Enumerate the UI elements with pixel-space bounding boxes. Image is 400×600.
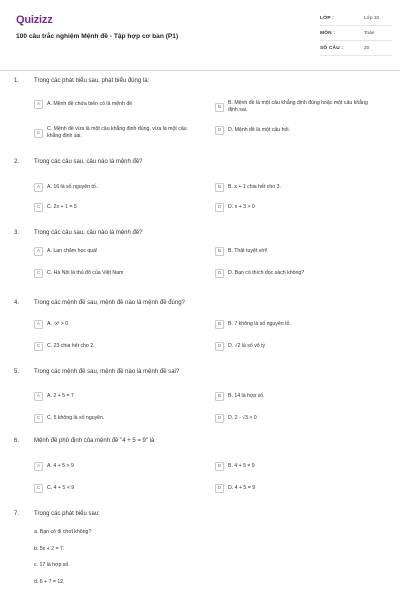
option-text: C. Mệnh đề vừa là một câu khẳng định đúng, vừa là một câu khẳng định sai. (47, 126, 187, 139)
answer-option-b[interactable] (215, 183, 378, 192)
option-text: A. Mệnh đề chứa biến có là mệnh đề (47, 101, 133, 107)
meta-info (320, 11, 392, 56)
meta-key: MÔN : (320, 30, 336, 36)
answer-option-a[interactable] (34, 100, 197, 109)
option-letter-box: D (215, 342, 224, 351)
option-letter-box: D (215, 414, 224, 423)
option-letter-box: C (34, 484, 43, 493)
option-text: B. Thật tuyệt vời! (228, 248, 268, 254)
document-header (0, 0, 400, 68)
page-title: 100 câu trắc nghiệm Mệnh đề - Tập hợp cơ bản (P1) (16, 33, 179, 40)
question-text: Trong các mệnh đề sau, mệnh đề nào là mệnh đề đúng? (34, 300, 185, 306)
option-text: D. √2 là số vô tỷ (228, 343, 266, 349)
option-letter-box: B (215, 103, 224, 112)
option-letter-box: A (34, 462, 43, 471)
statement-line: d. 6 + 7 = 12. (34, 579, 65, 585)
meta-row-grade (320, 11, 392, 26)
answer-option-d[interactable] (215, 484, 378, 493)
question-number: 1. (14, 78, 20, 84)
option-text: D. 2 - √3 > 0 (228, 415, 257, 421)
option-text: C. 23 chia hết cho 2. (47, 343, 95, 349)
answer-option-d[interactable] (215, 414, 378, 423)
option-text: C. Hà Nội là thủ đô của Việt Nam (47, 270, 124, 276)
question-number: 7. (14, 511, 20, 517)
option-text: A. Lan chăm học quá! (47, 248, 98, 254)
option-text: A. 4 + 5 > 9 (47, 463, 74, 469)
option-text: A. 16 là số nguyên tố. (47, 184, 98, 190)
answer-option-a[interactable] (34, 320, 197, 329)
answer-option-d[interactable] (215, 126, 378, 135)
option-text: B. Mệnh đề là một câu khẳng định đúng hoặc một câu khẳng định sai. (228, 100, 368, 113)
answer-option-b[interactable] (215, 100, 378, 114)
option-text: D. 4 + 5 = 9 (228, 485, 256, 491)
header-divider (0, 70, 400, 71)
option-letter-box: D (215, 126, 224, 135)
option-letter-box: C (34, 414, 43, 423)
question-text: Trong các phát biểu sau: (34, 511, 100, 517)
option-letter-box: B (215, 183, 224, 192)
option-letter-box: A (34, 320, 43, 329)
answer-option-c[interactable] (34, 203, 197, 212)
statement-line: b. 5x + 2 = 7. (34, 546, 65, 552)
meta-value: Toán (364, 30, 375, 36)
option-letter-box: A (34, 100, 43, 109)
question-text: Mệnh đề phủ định của mệnh đề "4 + 5 = 9" là (34, 438, 155, 444)
option-letter-box: B (215, 320, 224, 329)
answer-option-a[interactable] (34, 183, 197, 192)
statement-line: c. 17 là hợp số. (34, 562, 70, 568)
option-letter-box: B (215, 247, 224, 256)
answer-option-c[interactable] (34, 484, 197, 493)
option-text: D. Bạn có thích đọc sách không? (228, 270, 305, 276)
option-letter-box: C (34, 203, 43, 212)
option-text: C. 2x + 1 = 5 (47, 204, 77, 210)
option-text: B. 4 + 5 ≠ 9 (228, 463, 255, 469)
question-number: 3. (14, 230, 20, 236)
answer-option-a[interactable] (34, 462, 197, 471)
question-text: Trong các câu sau, câu nào là mệnh đề? (34, 230, 143, 236)
answer-option-b[interactable] (215, 462, 378, 471)
question-number: 4. (14, 300, 20, 306)
option-letter-box: A (34, 247, 43, 256)
option-text: C. 4 + 5 < 9 (47, 485, 75, 491)
quizizz-logo: Quizizz (16, 14, 53, 26)
option-text: D. Mệnh đề là một câu hỏi. (228, 127, 290, 133)
answer-option-c[interactable] (34, 414, 197, 423)
option-letter-box: D (215, 269, 224, 278)
answer-option-d[interactable] (215, 342, 378, 351)
answer-option-c[interactable] (34, 269, 197, 278)
option-text: D. x + 3 > 0 (228, 204, 255, 210)
meta-row-subject (320, 26, 392, 41)
option-text: B. x + 1 chia hết cho 3. (228, 184, 281, 190)
option-letter-box: B (215, 462, 224, 471)
option-text: C. 5 không là số nguyên. (47, 415, 105, 421)
answer-option-d[interactable] (215, 203, 378, 212)
question-number: 5. (14, 369, 20, 375)
option-letter-box: D (215, 484, 224, 493)
answer-option-c[interactable] (34, 342, 197, 351)
option-letter-box: D (215, 203, 224, 212)
question-number: 6. (14, 438, 20, 444)
question-number: 2. (14, 159, 20, 165)
meta-key: SỐ CÂU : (320, 45, 344, 51)
statement-line: a. Bạn có đi chơi không? (34, 529, 92, 535)
option-letter-box: C (34, 342, 43, 351)
option-text: B. 7 không là số nguyên tố. (228, 321, 291, 327)
answer-option-a[interactable] (34, 247, 197, 256)
answer-option-c[interactable] (34, 126, 197, 140)
answer-option-b[interactable] (215, 247, 378, 256)
option-text: B. 14 là hợp số. (228, 393, 265, 399)
meta-key: LỚP : (320, 15, 335, 21)
option-letter-box: C (34, 269, 43, 278)
question-text: Trong các mệnh đề sau, mệnh đề nào là mệnh đề sai? (34, 369, 180, 375)
option-letter-box: A (34, 392, 43, 401)
answer-option-a[interactable] (34, 392, 197, 401)
meta-row-count (320, 41, 392, 56)
answer-option-d[interactable] (215, 269, 378, 278)
answer-option-b[interactable] (215, 392, 378, 401)
question-text: Trong các câu sau, câu nào là mệnh đề? (34, 159, 143, 165)
option-text: A. -x² > 0 (47, 321, 69, 327)
answer-option-b[interactable] (215, 320, 378, 329)
option-letter-box: B (215, 392, 224, 401)
option-text: A. 2 + 5 = 7 (47, 393, 74, 399)
option-letter-box: C (34, 129, 43, 138)
question-text: Trong các phát biểu sau, phát biểu đúng là: (34, 78, 150, 84)
meta-value: 20 (364, 45, 370, 51)
option-letter-box: A (34, 183, 43, 192)
meta-value: Lớp 10 (364, 15, 380, 21)
